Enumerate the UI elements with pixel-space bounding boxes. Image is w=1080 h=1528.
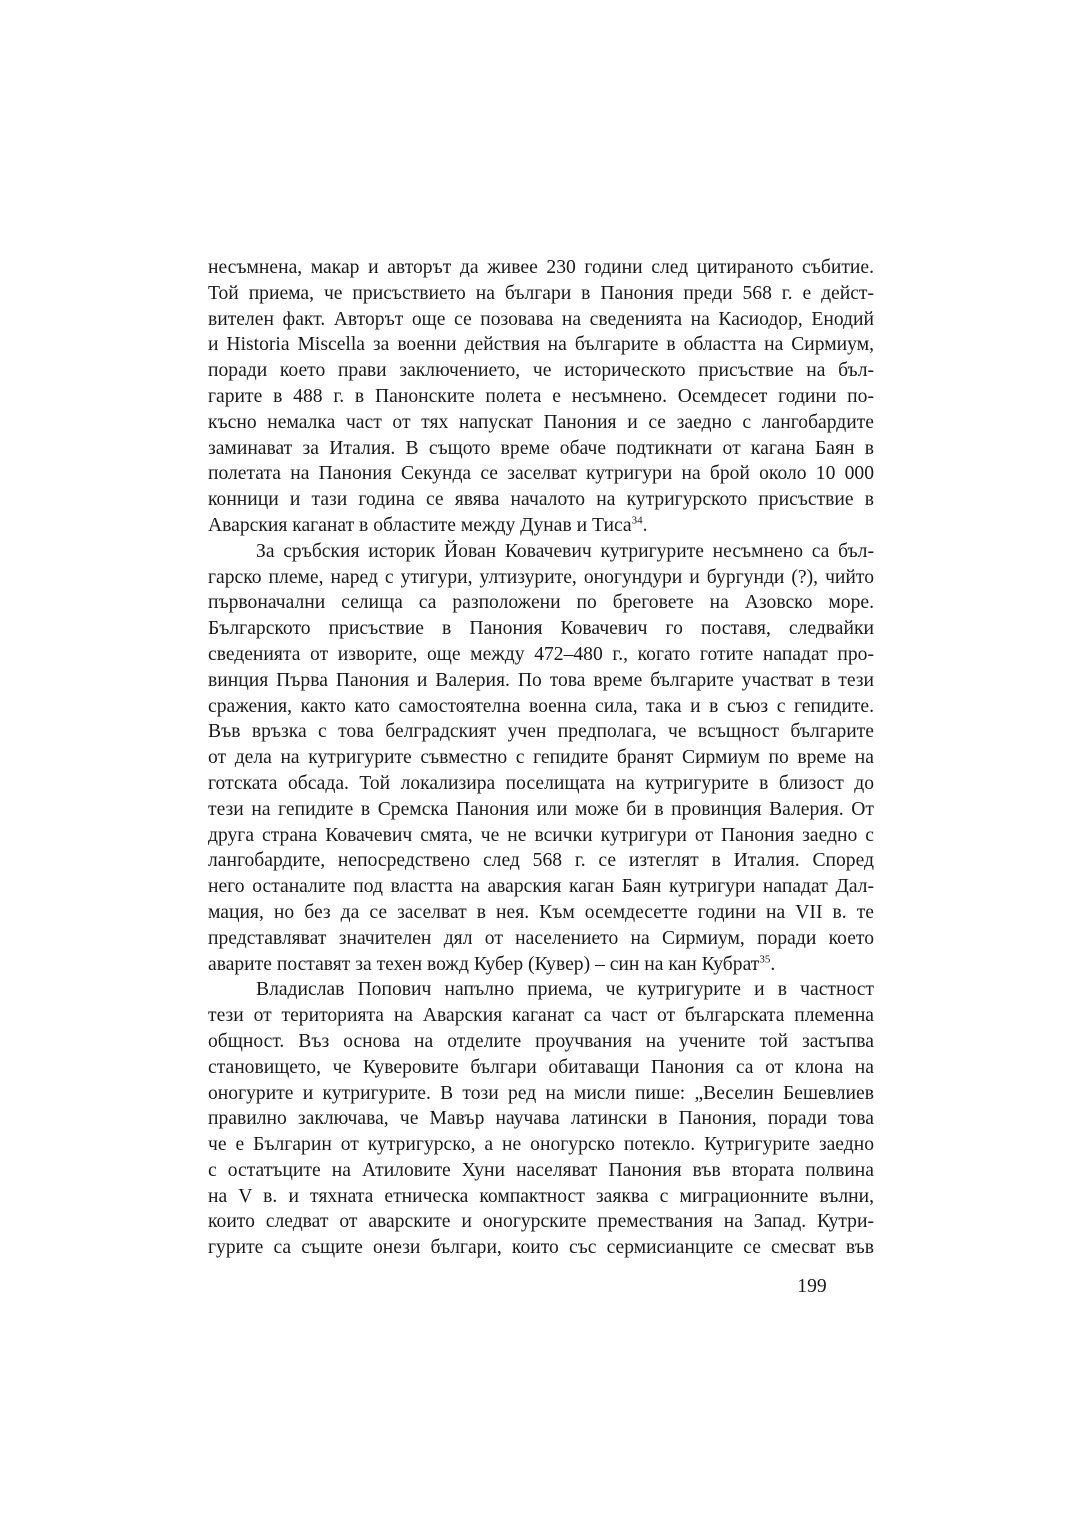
text-line: гурите са същите онези българи, които със сермисианците се смесват във bbox=[208, 1237, 874, 1259]
text-line: късно немалка част от тях напускат Панония и се заедно с лангобардите bbox=[208, 411, 874, 433]
text-line: вителен факт. Авторът още се позовава на сведенията на Касиодор, Енодий bbox=[208, 308, 874, 330]
footnote-ref-34: 34 bbox=[631, 514, 643, 527]
text-line: заминават за Италия. В същото време обаче подтикнати от кагана Баян в bbox=[208, 437, 874, 459]
text-line: правилно заключава, че Мавър научава латински в Панония, поради това bbox=[208, 1108, 874, 1130]
text-line: и Historia Miscella за военни действия на българите в областта на Сирмиум, bbox=[208, 334, 874, 356]
text-line: лангобардите, непосредствено след 568 г. се изтеглят в Италия. Според bbox=[208, 850, 874, 872]
text-line: оногурите и кутригурите. В този ред на мисли пише: „Веселин Бешевлиев bbox=[208, 1082, 874, 1104]
text-line-last bbox=[208, 952, 874, 978]
text-line-content: Аварския каганат в областите между Дунав и Тиса bbox=[208, 514, 632, 536]
text-line: от дела на кутригурите съвместно с гепидите бранят Сирмиум по време на bbox=[208, 747, 874, 769]
text-line: винция Първа Панония и Валерия. По това време българите участват в тези bbox=[208, 669, 874, 691]
page-text bbox=[208, 255, 874, 1261]
text-line: друга страна Ковачевич смята, че не всички кутригури от Панония заедно с bbox=[208, 824, 874, 846]
text-line: общност. Въз основа на отделите проучвания на учените той застъпва bbox=[208, 1030, 874, 1052]
text-line: че е Българин от кутригурско, а не оногурско потекло. Кутригурите заедно bbox=[208, 1134, 874, 1156]
text-line: него останалите под властта на аварския каган Баян кутригури нападат Дал- bbox=[208, 876, 874, 898]
text-line: с остатъците на Атиловите Хуни населяват Панония във втората полвина bbox=[208, 1159, 874, 1181]
text-line: поради което прави заключението, че историческото присъствие на бъл- bbox=[208, 360, 874, 382]
page-number-text: 199 bbox=[797, 1276, 827, 1297]
text-line: несъмнена, макар и авторът да живее 230 години след цитираното събитие. bbox=[208, 257, 874, 278]
footnote-ref-35: 35 bbox=[759, 952, 771, 965]
text-line-last bbox=[208, 513, 874, 539]
text-line: полетата на Панония Секунда се заселват кутригури на брой около 10 000 bbox=[208, 463, 874, 485]
text-line: първоначални селища са разположени по бреговете на Азовско море. bbox=[208, 592, 874, 614]
text-line: тези на гепидите в Сремска Панония или може би в провинция Валерия. От bbox=[208, 798, 874, 820]
text-line: мация, но без да се заселват в нея. Към осемдесетте години на VII в. те bbox=[208, 901, 874, 923]
text-line: тези от територията на Аварския каганат са част от българската племенна bbox=[208, 1005, 874, 1027]
text-line: сражения, както като самостоятелна военна сила, така и в съюз с гепидите. bbox=[208, 695, 874, 717]
text-line: Във връзка с това белградският учен предполага, че всъщност българите bbox=[208, 721, 874, 743]
page-number bbox=[0, 1276, 1080, 1298]
punctuation: . bbox=[642, 514, 648, 536]
paragraph-3 bbox=[208, 977, 874, 1261]
text-line: За сръбския историк Йован Ковачевич кутригурите несъмнено са бъл- bbox=[256, 540, 874, 562]
body-text bbox=[208, 255, 874, 1261]
text-line: на V в. и тяхната етническа компактност заяква с миграционните вълни, bbox=[208, 1185, 874, 1207]
text-line: гарите в 488 г. в Панонските полета е несъмнено. Осемдесет години по- bbox=[208, 385, 874, 407]
text-line: сведенията от изворите, още между 472–480 г., когато готите нападат про- bbox=[208, 643, 874, 665]
text-line: Българското присъствие в Панония Ковачевич го поставя, следвайки bbox=[208, 618, 874, 640]
text-line: Владислав Попович напълно приема, че кутригурите и в частност bbox=[256, 979, 874, 1001]
punctuation: . bbox=[770, 953, 776, 975]
text-line: които следват от аварските и оногурските премествания на Запад. Кутри- bbox=[208, 1211, 874, 1233]
text-line: становището, че Куверовите българи обитаващи Панония са от клона на bbox=[208, 1056, 874, 1078]
paragraph-2 bbox=[208, 539, 874, 978]
text-line: конници и тази година се явява началото на кутригурското присъствие в bbox=[208, 489, 874, 511]
text-line-content: аварите поставят за техен вожд Кубер (Кувер) – син на кан Кубрат bbox=[208, 953, 760, 975]
text-line: гарско племе, наред с утигури, ултизурите, оногундури и бургунди (?), чийто bbox=[208, 566, 874, 588]
text-line: готската обсада. Той локализира поселищата на кутригурите в близост до bbox=[208, 772, 874, 794]
text-line: Той приема, че присъствието на българи в Панония преди 568 г. е дейст- bbox=[208, 282, 874, 304]
text-line: представляват значителен дял от населението на Сирмиум, поради което bbox=[208, 927, 874, 949]
paragraph-1 bbox=[208, 255, 874, 539]
